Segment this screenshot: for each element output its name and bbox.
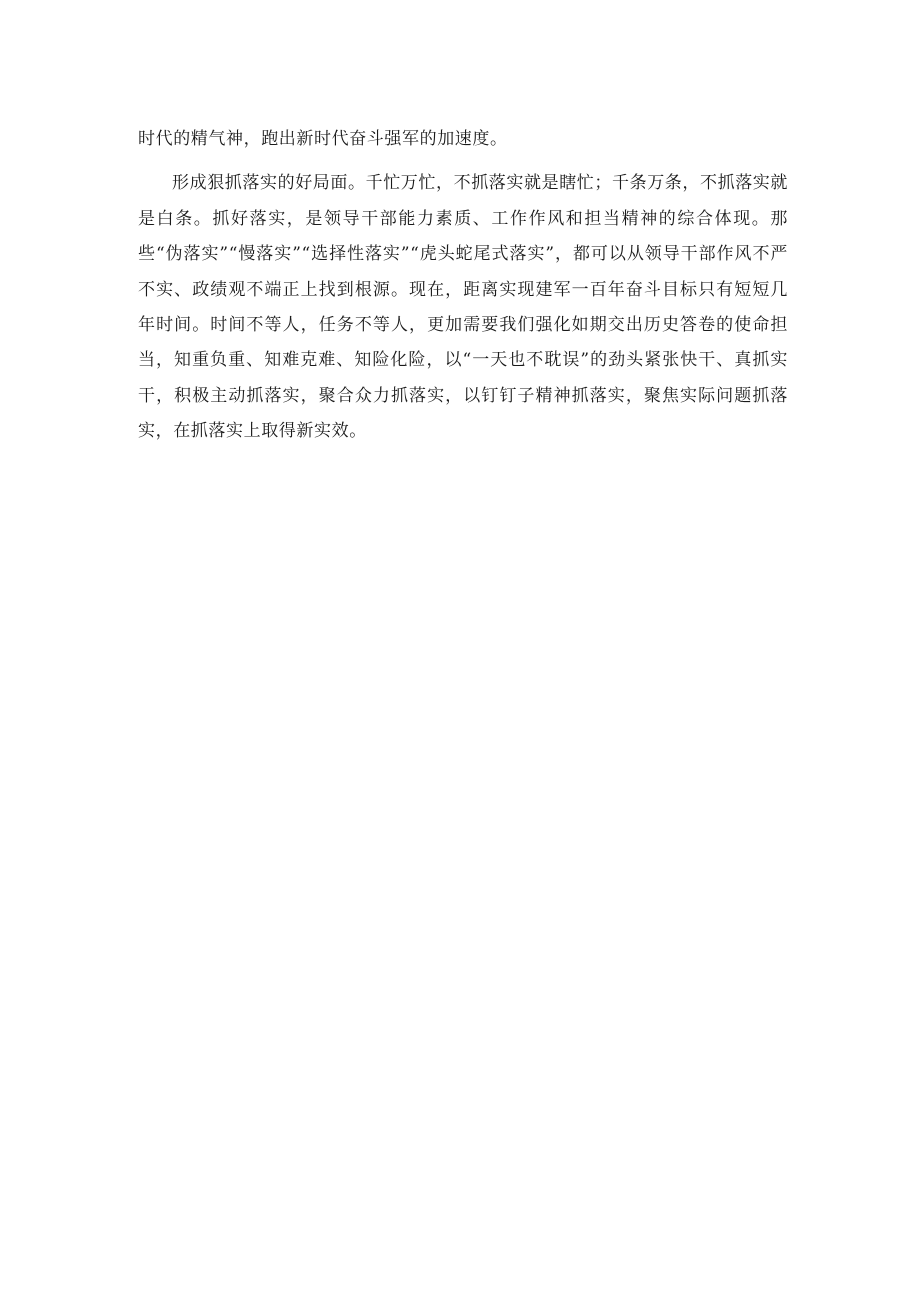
paragraph-implementation: 形成狠抓落实的好局面。千忙万忙，不抓落实就是瞎忙；千条万条，不抓落实就是白条。抓好落实，是领导干部能力素质、工作作风和担当精神的综合体现。那些“伪落实”“慢落实”“选择性落实”“虎头蛇尾式落实”，都可以从领导干部作风不严不实、政绩观不端正上找到根源。现在，距离实现建军一百年奋斗目标只有短短几年时间。时间不等人，任务不等人，更加需要我们强化如期交出历史答卷的使命担当，知重负重、知难克难、知险化险，以“一天也不耽误”的劲头紧张快干、真抓实干，积极主动抓落实，聚合众力抓落实，以钉钉子精神抓落实，聚焦实际问题抓落实，在抓落实上取得新实效。 [138,173,788,442]
document-body [138,122,788,450]
paragraph-continuation: 时代的精气神，跑出新时代奋斗强军的加速度。 [138,129,508,149]
